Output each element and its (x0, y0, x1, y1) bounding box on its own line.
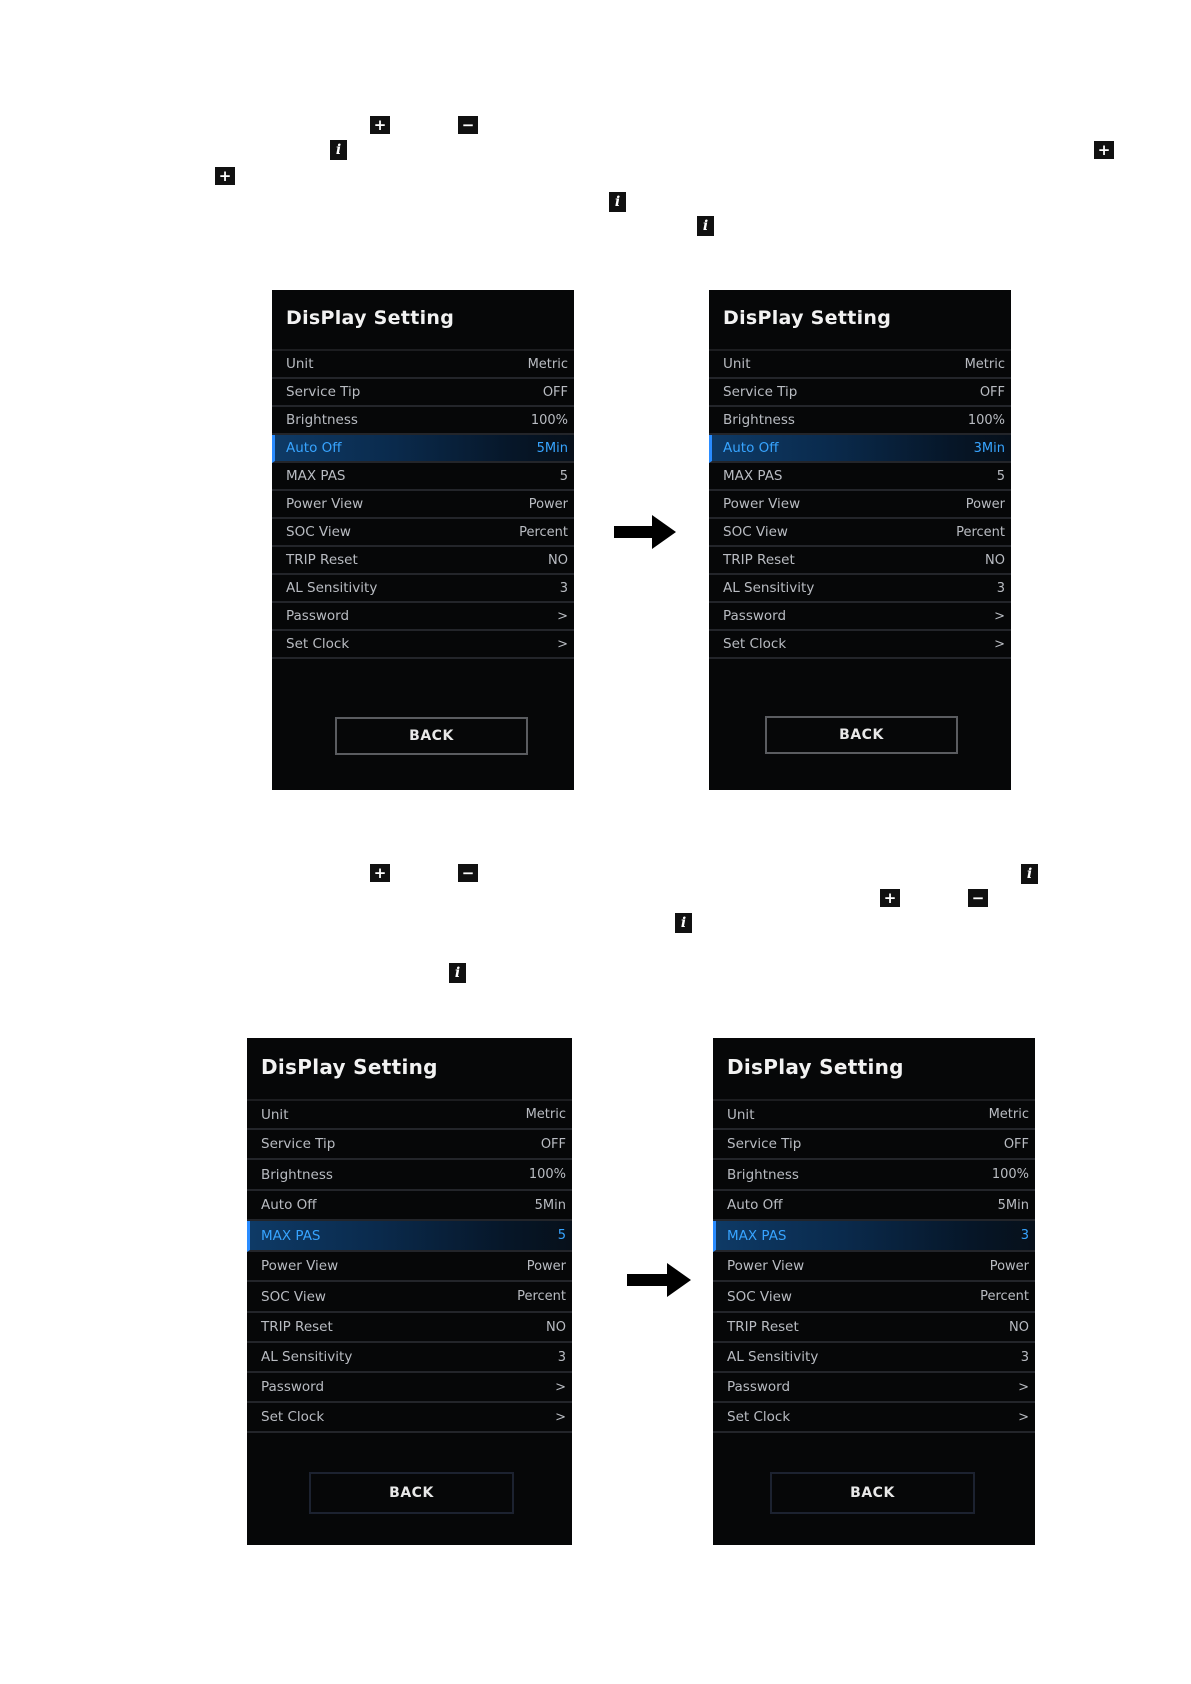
setting-row-brightness[interactable] (272, 407, 574, 435)
setting-row-max-pas[interactable] (709, 463, 1011, 491)
setting-label: Set Clock (723, 636, 787, 652)
setting-label: Brightness (261, 1166, 333, 1183)
chevron-right-icon: > (557, 636, 568, 652)
setting-row-power-view[interactable] (247, 1252, 572, 1282)
setting-row-service-tip[interactable] (713, 1130, 1035, 1160)
settings-list (247, 1101, 572, 1433)
setting-label: Unit (723, 356, 751, 372)
setting-label: Set Clock (261, 1409, 325, 1425)
setting-label: Service Tip (261, 1136, 336, 1152)
chevron-right-icon: > (994, 636, 1005, 652)
setting-label: MAX PAS (261, 1227, 321, 1244)
plus-button-icon: + (215, 167, 235, 185)
setting-value: Metric (527, 356, 568, 372)
setting-label: AL Sensitivity (261, 1349, 353, 1365)
setting-label: AL Sensitivity (723, 580, 815, 596)
screen-title: DisPlay Setting (286, 307, 455, 329)
setting-label: Auto Off (723, 440, 779, 456)
setting-label: Service Tip (723, 384, 798, 400)
chevron-right-icon: > (555, 1379, 566, 1395)
setting-value: 5 (557, 1228, 566, 1243)
minus-button-icon: − (458, 864, 478, 882)
setting-row-password[interactable] (272, 603, 574, 631)
settings-list (272, 351, 574, 659)
setting-label: Power View (723, 496, 801, 512)
setting-value: 3Min (973, 440, 1005, 456)
setting-row-brightness[interactable] (713, 1160, 1035, 1191)
setting-label: TRIP Reset (723, 552, 795, 568)
setting-label: Auto Off (727, 1197, 783, 1213)
setting-label: MAX PAS (723, 468, 783, 484)
setting-value: 3 (557, 1349, 566, 1365)
setting-value: 100% (530, 412, 568, 428)
info-button-icon: i (675, 913, 692, 933)
setting-value: Metric (988, 1107, 1029, 1122)
setting-label: Password (286, 608, 350, 624)
display-setting-screen (272, 290, 574, 790)
setting-row-auto-off[interactable] (272, 435, 574, 463)
setting-row-password[interactable] (247, 1373, 572, 1403)
setting-row-max-pas[interactable] (272, 463, 574, 491)
setting-value: 100% (528, 1167, 566, 1182)
setting-label: Set Clock (286, 636, 350, 652)
info-button-icon: i (330, 140, 347, 160)
setting-value: NO (548, 552, 568, 568)
setting-label: TRIP Reset (727, 1319, 799, 1335)
arrow-right-icon (614, 515, 678, 549)
setting-row-max-pas[interactable] (247, 1221, 572, 1252)
setting-label: Set Clock (727, 1409, 791, 1425)
settings-list (709, 351, 1011, 659)
plus-button-icon: + (1094, 141, 1114, 159)
setting-row-power-view[interactable] (272, 491, 574, 519)
setting-row-auto-off[interactable] (247, 1191, 572, 1221)
setting-value: Percent (956, 524, 1005, 540)
setting-value: 3 (996, 580, 1005, 596)
chevron-right-icon: > (1018, 1409, 1029, 1425)
screen-title: DisPlay Setting (261, 1055, 438, 1079)
setting-value: 100% (967, 412, 1005, 428)
setting-row-soc-view[interactable] (272, 519, 574, 547)
setting-value: NO (985, 552, 1005, 568)
back-button[interactable]: BACK (335, 717, 528, 755)
setting-row-trip-reset[interactable] (709, 547, 1011, 575)
setting-row-al-sensitivity[interactable] (713, 1343, 1035, 1373)
setting-label: SOC View (723, 524, 788, 540)
setting-row-unit[interactable] (272, 351, 574, 379)
plus-button-icon: + (370, 864, 390, 882)
setting-row-set-clock[interactable] (247, 1403, 572, 1433)
setting-value: 100% (991, 1167, 1029, 1182)
info-button-icon: i (609, 192, 626, 212)
setting-label: Auto Off (286, 440, 342, 456)
setting-value: OFF (540, 1136, 566, 1152)
setting-label: Power View (286, 496, 364, 512)
info-button-icon: i (697, 216, 714, 236)
setting-row-auto-off[interactable] (709, 435, 1011, 463)
setting-row-unit[interactable] (709, 351, 1011, 379)
setting-label: SOC View (286, 524, 351, 540)
setting-value: Percent (980, 1289, 1029, 1304)
display-setting-screen (713, 1038, 1035, 1545)
setting-value: 5 (559, 468, 568, 484)
setting-row-power-view[interactable] (709, 491, 1011, 519)
setting-label: Power View (727, 1258, 805, 1274)
setting-label: Power View (261, 1258, 339, 1274)
setting-row-set-clock[interactable] (709, 631, 1011, 659)
chevron-right-icon: > (994, 608, 1005, 624)
setting-row-unit[interactable] (713, 1101, 1035, 1130)
setting-row-password[interactable] (713, 1373, 1035, 1403)
setting-label: Password (261, 1379, 325, 1395)
setting-row-al-sensitivity[interactable] (709, 575, 1011, 603)
setting-label: TRIP Reset (261, 1319, 333, 1335)
setting-label: Auto Off (261, 1197, 317, 1213)
setting-value: 5Min (997, 1197, 1029, 1213)
setting-value: 5 (996, 468, 1005, 484)
settings-list (713, 1101, 1035, 1433)
back-button[interactable]: BACK (765, 716, 958, 754)
setting-value: Metric (964, 356, 1005, 372)
setting-row-soc-view[interactable] (709, 519, 1011, 547)
setting-value: Power (526, 1258, 566, 1274)
minus-button-icon: − (968, 889, 988, 907)
screen-title: DisPlay Setting (723, 307, 892, 329)
setting-row-power-view[interactable] (713, 1252, 1035, 1282)
setting-value: NO (1009, 1319, 1029, 1335)
setting-value: 3 (559, 580, 568, 596)
arrow-right-icon (627, 1263, 693, 1297)
setting-row-al-sensitivity[interactable] (247, 1343, 572, 1373)
setting-row-brightness[interactable] (709, 407, 1011, 435)
setting-label: Service Tip (286, 384, 361, 400)
setting-row-password[interactable] (709, 603, 1011, 631)
setting-label: Brightness (723, 412, 795, 428)
setting-label: SOC View (261, 1288, 326, 1305)
setting-row-service-tip[interactable] (709, 379, 1011, 407)
setting-row-soc-view[interactable] (713, 1282, 1035, 1313)
setting-row-trip-reset[interactable] (272, 547, 574, 575)
setting-label: Brightness (286, 412, 358, 428)
setting-value: NO (546, 1319, 566, 1335)
setting-value: 3 (1020, 1349, 1029, 1365)
info-button-icon: i (449, 963, 466, 983)
setting-label: Unit (261, 1106, 289, 1123)
setting-value: 5Min (536, 440, 568, 456)
setting-value: OFF (1003, 1136, 1029, 1152)
setting-value: 3 (1020, 1228, 1029, 1243)
setting-label: TRIP Reset (286, 552, 358, 568)
setting-value: OFF (979, 384, 1005, 400)
setting-value: Percent (519, 524, 568, 540)
setting-label: Unit (727, 1106, 755, 1123)
display-setting-screen (709, 290, 1011, 790)
setting-row-service-tip[interactable] (272, 379, 574, 407)
setting-value: Percent (517, 1289, 566, 1304)
setting-row-unit[interactable] (247, 1101, 572, 1130)
display-setting-screen (247, 1038, 572, 1545)
setting-row-max-pas[interactable] (713, 1221, 1035, 1252)
setting-label: AL Sensitivity (727, 1349, 819, 1365)
minus-button-icon: − (458, 116, 478, 134)
screen-title: DisPlay Setting (727, 1055, 904, 1079)
setting-row-set-clock[interactable] (713, 1403, 1035, 1433)
setting-label: Unit (286, 356, 314, 372)
setting-label: MAX PAS (286, 468, 346, 484)
setting-row-trip-reset[interactable] (247, 1313, 572, 1343)
setting-row-soc-view[interactable] (247, 1282, 572, 1313)
back-button[interactable]: BACK (309, 1472, 514, 1514)
info-button-icon: i (1021, 864, 1038, 884)
setting-label: AL Sensitivity (286, 580, 378, 596)
chevron-right-icon: > (555, 1409, 566, 1425)
setting-label: Password (727, 1379, 791, 1395)
chevron-right-icon: > (557, 608, 568, 624)
setting-label: Service Tip (727, 1136, 802, 1152)
setting-row-set-clock[interactable] (272, 631, 574, 659)
chevron-right-icon: > (1018, 1379, 1029, 1395)
setting-label: Brightness (727, 1166, 799, 1183)
setting-label: MAX PAS (727, 1227, 787, 1244)
plus-button-icon: + (370, 116, 390, 134)
setting-value: 5Min (534, 1197, 566, 1213)
setting-row-service-tip[interactable] (247, 1130, 572, 1160)
setting-row-al-sensitivity[interactable] (272, 575, 574, 603)
setting-value: OFF (542, 384, 568, 400)
setting-value: Power (989, 1258, 1029, 1274)
setting-value: Metric (525, 1107, 566, 1122)
setting-label: Password (723, 608, 787, 624)
setting-value: Power (965, 496, 1005, 512)
setting-value: Power (528, 496, 568, 512)
setting-row-auto-off[interactable] (713, 1191, 1035, 1221)
setting-row-trip-reset[interactable] (713, 1313, 1035, 1343)
setting-label: SOC View (727, 1288, 792, 1305)
setting-row-brightness[interactable] (247, 1160, 572, 1191)
back-button[interactable]: BACK (770, 1472, 975, 1514)
plus-button-icon: + (880, 889, 900, 907)
